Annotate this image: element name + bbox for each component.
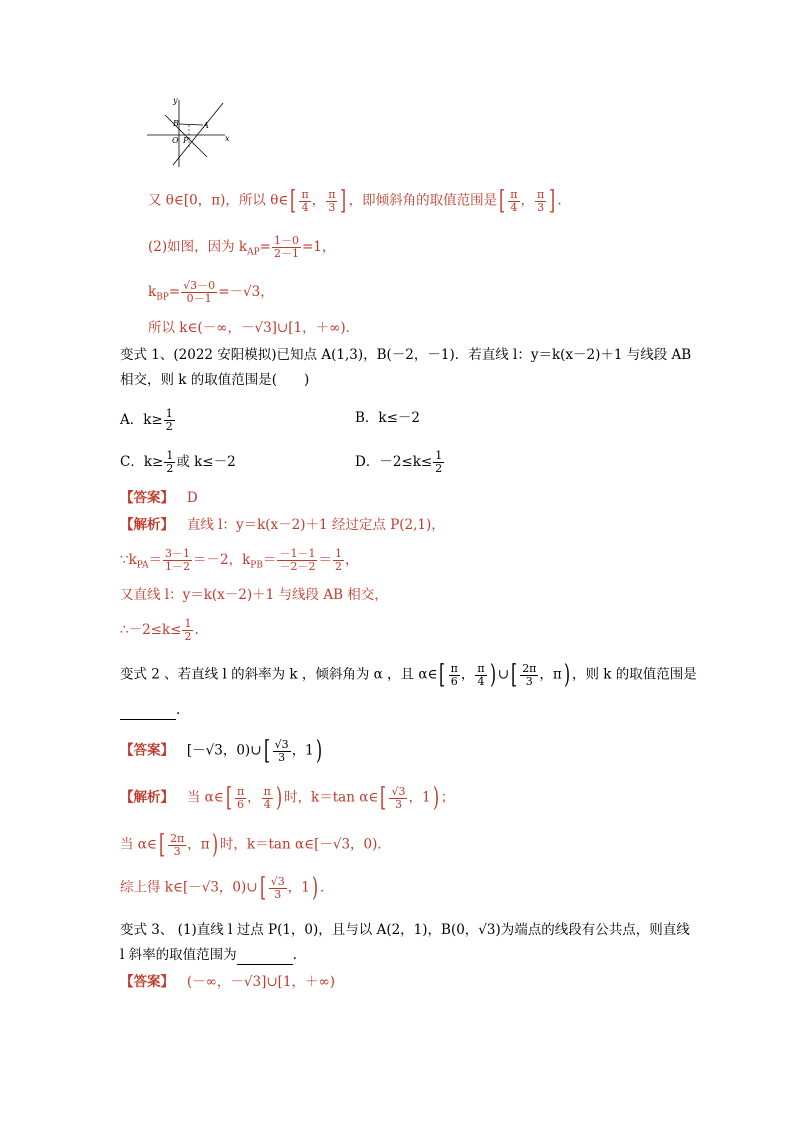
v1-option-c: C．k≥ $\frac{1}{2}$ 或 k≤－2 bbox=[120, 449, 236, 475]
v1-question-line1: 变式 1、(2022 安阳模拟)已知点 A(1,3)，B(－2，－1)．若直线 l：y＝k(x－2)＋1 与线段 AB bbox=[120, 347, 692, 363]
sol1-kap-line: (2)如图，因为 $k_{AP}=$ $\frac{1-0}{2-1}$ =1， bbox=[148, 234, 336, 260]
v3-answer-line: 【答案】 (－∞，－√3]∪[1，＋∞) bbox=[120, 974, 336, 990]
v1-analysis-line4: ∴－2≤k≤ $\frac{1}{2}$ . bbox=[120, 617, 199, 643]
v1-analysis-line1: 【解析】 直线 l：y＝k(x－2)＋1 经过定点 P(2,1)， bbox=[120, 517, 445, 533]
v2-question-line2: . bbox=[120, 700, 180, 720]
v1-answer-line bbox=[120, 488, 198, 508]
v1-question-line2: 相交，则 k 的取值范围是( ) bbox=[120, 372, 310, 388]
sol1-theta-line: 又 θ∈[0，π)，所以 θ∈[ $\frac{\pi}{4}$ ， $\frac{\pi}{3}$ ] ，即倾斜角的取值范围是[ $\frac{\pi}{4}$ ， $\frac{\pi}{3}$ ] . bbox=[148, 186, 562, 216]
v1-analysis-line3: 又直线 l：y＝k(x－2)＋1 与线段 AB 相交， bbox=[120, 587, 388, 603]
v1-analysis-line2: $\because k_{PA}=$ $\frac{3-1}{1-2}$ ＝－2，$k_{PB}=$ $\frac{-1-1}{-2-2}$ ＝ $\frac{1}{2}$ ， bbox=[120, 547, 359, 573]
answer-value: D bbox=[186, 490, 198, 506]
v2-analysis-line3: 综上得 k∈[－√3，0)∪[ $\frac{√3}{3}$ ，1) . bbox=[120, 873, 325, 903]
v2-answer-line: 【答案】 [－√3，0)∪[ $\frac{√3}{3}$ ，1) bbox=[120, 736, 322, 766]
analysis-label: 【解析】 bbox=[120, 789, 174, 806]
label-x: x bbox=[225, 134, 230, 143]
v2-question-line1: 变式 2 、若直线 l 的斜率为 k ，倾斜角为 α ，且 α∈[ $\frac{\pi}{6}$ ， $\frac{\pi}{4}$ ) ∪[ $\frac{2\pi}{3}$ ，π) ，则 k 的取值范围是 bbox=[120, 660, 697, 690]
v2-analysis-line1: 【解析】 当 α∈[ $\frac{\pi}{6}$ ， $\frac{\pi}{4}$ ) 时，k＝tan α∈[ $\frac{√3}{3}$ ，1) ； bbox=[120, 783, 455, 813]
answer-label: 【答案】 bbox=[120, 742, 174, 759]
answer-label: 【答案】 bbox=[120, 974, 174, 990]
label-a: A bbox=[203, 121, 209, 130]
answer-blank bbox=[120, 705, 176, 720]
label-p: P bbox=[183, 136, 189, 145]
segment-ab bbox=[179, 124, 203, 125]
analysis-label: 【解析】 bbox=[120, 517, 174, 533]
v3-question-line2: l 斜率的取值范围为 . bbox=[120, 947, 297, 963]
sol1-kbp-line: $k_{BP}=$ $\frac{√3-0}{0-1}$ =－√3， bbox=[148, 279, 274, 305]
line-2 bbox=[173, 103, 223, 165]
v1-option-b: B．k≤－2 bbox=[355, 410, 421, 426]
coordinate-figure bbox=[145, 95, 235, 170]
answer-blank bbox=[237, 950, 293, 965]
label-y: y bbox=[173, 96, 178, 105]
label-b: B bbox=[173, 119, 179, 128]
answer-label: 【答案】 bbox=[120, 490, 174, 506]
v1-option-a: A．k≥ $\frac{1}{2}$ bbox=[120, 407, 173, 433]
v3-question-line1: 变式 3、 (1)直线 l 过点 P(1，0)，且与以 A(2，1)，B(0，√3)为端点的线段有公共点，则直线 bbox=[120, 922, 690, 938]
v2-analysis-line2: 当 α∈[ $\frac{2\pi}{3}$ ，π) 时，k＝tan α∈[－√3，0)． bbox=[120, 830, 391, 860]
label-o: O bbox=[172, 136, 179, 145]
v1-option-d: D．－2≤k≤ $\frac{1}{2}$ bbox=[355, 449, 443, 475]
sol1-range-line: 所以 k∈(－∞，－√3]∪[1，＋∞)． bbox=[148, 320, 360, 336]
